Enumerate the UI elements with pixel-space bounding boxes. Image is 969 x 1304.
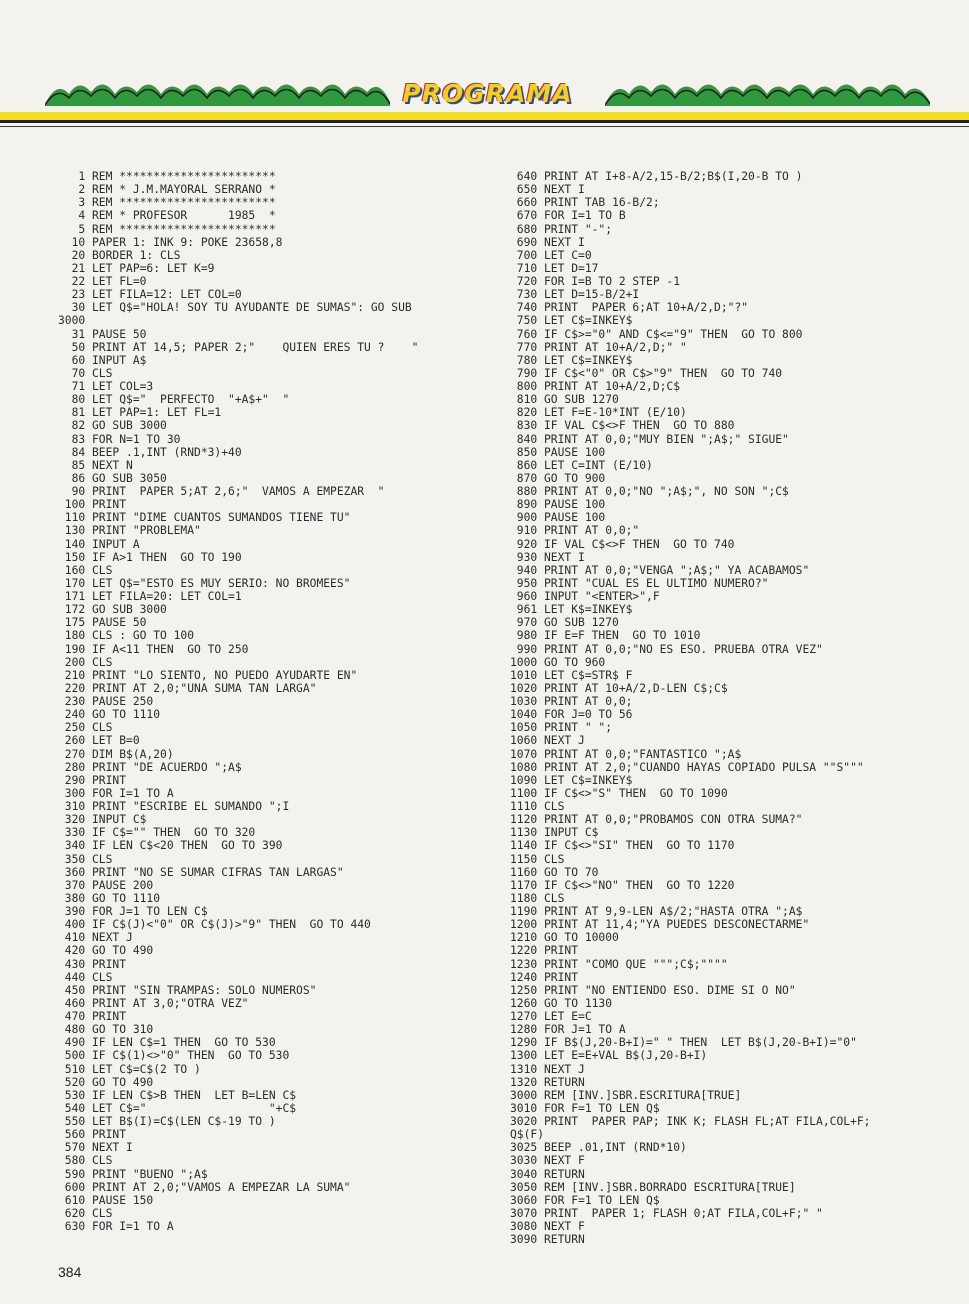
- listing-right-column: [510, 170, 955, 1246]
- code-line: 171 LET FILA=20: LET COL=1: [58, 590, 242, 603]
- code-line: 1060 NEXT J: [510, 734, 585, 748]
- code-line: 3 REM ***********************: [58, 196, 276, 210]
- code-line: 650 NEXT I: [510, 183, 585, 197]
- code-line: 1190 PRINT AT 9,9-LEN A$/2;"HASTA OTRA ";A$: [510, 905, 803, 918]
- code-line: 3020 PRINT PAPER PAP; INK K; FLASH FL;AT FILA,COL+F;: [510, 1115, 871, 1128]
- code-line: 90 PRINT PAPER 5;AT 2,6;" VAMOS A EMPEZAR ": [58, 485, 385, 498]
- code-line: 961 LET K$=INKEY$: [510, 603, 633, 617]
- code-line: 175 PAUSE 50: [58, 616, 147, 630]
- code-line: 900 PAUSE 100: [510, 511, 606, 525]
- code-line: 1280 FOR J=1 TO A: [510, 1023, 626, 1037]
- code-line: 1260 GO TO 1130: [510, 996, 613, 1010]
- code-line: 80 LET Q$=" PERFECTO "+A$+" ": [58, 393, 290, 407]
- code-line: 850 PAUSE 100: [510, 445, 606, 459]
- code-line: 810 GO SUB 1270: [510, 393, 619, 407]
- code-line: 21 LET PAP=6: LET K=9: [58, 261, 215, 275]
- code-line: 83 FOR N=1 TO 30: [58, 432, 181, 446]
- code-line: 870 GO TO 900: [510, 471, 606, 485]
- code-line: 540 LET C$=" "+C$: [58, 1101, 297, 1115]
- code-line: 1180 CLS: [510, 891, 565, 905]
- code-line: 370 PAUSE 200: [58, 878, 154, 892]
- code-line: 3050 REM [INV.]SBR.BORRADO ESCRITURA[TRUE]: [510, 1180, 796, 1194]
- code-line: 1070 PRINT AT 0,0;"FANTASTICO ";A$: [510, 747, 742, 761]
- header-rule-black: [0, 120, 969, 123]
- code-line: 430 PRINT: [58, 957, 127, 971]
- code-line: 81 LET PAP=1: LET FL=1: [58, 406, 222, 420]
- code-line: 1010 LET C$=STR$ F: [510, 668, 633, 682]
- code-line: 600 PRINT AT 2,0;"VAMOS A EMPEZAR LA SUMA": [58, 1180, 351, 1194]
- code-line: 380 GO TO 1110: [58, 891, 161, 905]
- code-line: 1160 GO TO 70: [510, 865, 599, 879]
- code-line: 990 PRINT AT 0,0;"NO ES ESO. PRUEBA OTRA VEZ": [510, 642, 823, 656]
- code-line: 1080 PRINT AT 2,0;"CUANDO HAYAS COPIADO PULSA ""S""": [510, 760, 864, 774]
- code-line: 1200 PRINT AT 11,4;"YA PUEDES DESCONECTARME": [510, 918, 810, 932]
- code-line: 490 IF LEN C$=1 THEN GO TO 530: [58, 1036, 276, 1050]
- code-line: 620 CLS: [58, 1206, 113, 1220]
- code-line: 230 PAUSE 250: [58, 695, 154, 708]
- code-line: 410 NEXT J: [58, 931, 133, 945]
- page-number: 384: [58, 1264, 82, 1280]
- code-line: 3025 BEEP .01,INT (RND*10): [510, 1141, 687, 1155]
- code-line: 710 LET D=17: [510, 261, 599, 275]
- code-line: 330 IF C$="" THEN GO TO 320: [58, 826, 256, 840]
- code-line: 3000 REM [INV.]SBR.ESCRITURA[TRUE]: [510, 1088, 742, 1102]
- listing-left-column: [58, 170, 498, 1233]
- code-line: 270 DIM B$(A,20): [58, 747, 174, 761]
- code-line: 130 PRINT "PROBLEMA": [58, 524, 201, 538]
- code-line: 1240 PRINT: [510, 970, 579, 984]
- code-line: 1020 PRINT AT 10+A/2,D-LEN C$;C$: [510, 681, 728, 695]
- code-line: 460 PRINT AT 3,0;"OTRA VEZ": [58, 996, 249, 1010]
- code-line: 3010 FOR F=1 TO LEN Q$: [510, 1101, 660, 1115]
- code-line: 140 INPUT A: [58, 537, 140, 551]
- code-line: 910 PRINT AT 0,0;": [510, 524, 640, 538]
- code-line: 22 LET FL=0: [58, 275, 147, 288]
- code-line: 760 IF C$>="0" AND C$<="9" THEN GO TO 800: [510, 327, 803, 341]
- code-line: 1300 LET E=E+VAL B$(J,20-B+I): [510, 1049, 708, 1063]
- code-line: 3080 NEXT F: [510, 1220, 585, 1233]
- code-line: 85 NEXT N: [58, 458, 133, 472]
- code-line: 680 PRINT "-";: [510, 222, 613, 236]
- code-line: 570 NEXT I: [58, 1141, 133, 1155]
- code-line: 690 NEXT I: [510, 235, 585, 249]
- code-line: 670 FOR I=1 TO B: [510, 209, 626, 223]
- code-line: 820 LET F=E-10*INT (E/10): [510, 406, 687, 420]
- code-line: 1250 PRINT "NO ENTIENDO ESO. DIME SI O NO": [510, 983, 796, 997]
- code-line: 630 FOR I=1 TO A: [58, 1220, 174, 1233]
- code-line: 730 LET D=15-B/2+I: [510, 288, 640, 302]
- code-line: 10 PAPER 1: INK 9: POKE 23658,8: [58, 235, 283, 249]
- code-line: 5 REM ***********************: [58, 222, 276, 236]
- code-line: 1030 PRINT AT 0,0;: [510, 695, 633, 708]
- code-line: 590 PRINT "BUENO ";A$: [58, 1167, 208, 1181]
- code-line: 390 FOR J=1 TO LEN C$: [58, 905, 208, 918]
- code-line: 71 LET COL=3: [58, 380, 154, 393]
- code-line: 82 GO SUB 3000: [58, 419, 167, 433]
- code-line: 450 PRINT "SIN TRAMPAS: SOLO NUMEROS": [58, 983, 317, 997]
- code-line: 1170 IF C$<>"NO" THEN GO TO 1220: [510, 878, 735, 892]
- code-line: 610 PAUSE 150: [58, 1193, 154, 1207]
- code-line: 550 LET B$(I)=C$(LEN C$-19 TO ): [58, 1115, 276, 1128]
- code-line: 30 LET Q$="HOLA! SOY TU AYUDANTE DE SUMAS": GO SUB: [58, 301, 412, 315]
- code-line: 640 PRINT AT I+8-A/2,15-B/2;B$(I,20-B TO ): [510, 170, 803, 183]
- code-line: 1000 GO TO 960: [510, 655, 606, 669]
- code-line: 4 REM * PROFESOR 1985 *: [58, 209, 276, 223]
- code-line: 560 PRINT: [58, 1128, 127, 1142]
- code-line: 50 PRINT AT 14,5; PAPER 2;" QUIEN ERES TU ? ": [58, 340, 419, 354]
- header-title-box: [395, 78, 580, 110]
- code-line: 3070 PRINT PAPER 1; FLASH 0;AT FILA,COL+F;" ": [510, 1206, 823, 1220]
- code-line: 530 IF LEN C$>B THEN LET B=LEN C$: [58, 1088, 297, 1102]
- code-line: 1290 IF B$(J,20-B+I)=" " THEN LET B$(J,20-B+I)="0": [510, 1036, 857, 1050]
- code-line: 510 LET C$=C$(2 TO ): [58, 1062, 201, 1076]
- code-line: 20 BORDER 1: CLS: [58, 248, 181, 262]
- code-line: 740 PRINT PAPER 6;AT 10+A/2,D;"?": [510, 301, 749, 315]
- code-line: 200 CLS: [58, 655, 113, 669]
- code-line: 2 REM * J.M.MAYORAL SERRANO *: [58, 183, 276, 197]
- code-line: 700 LET C=0: [510, 248, 592, 262]
- code-line: 320 INPUT C$: [58, 813, 147, 827]
- code-line: 240 GO TO 1110: [58, 708, 161, 722]
- code-line: 250 CLS: [58, 721, 113, 735]
- code-line: 1050 PRINT " ";: [510, 721, 613, 735]
- code-line: 170 LET Q$="ESTO ES MUY SERIO: NO BROMEES": [58, 576, 351, 590]
- code-line: 770 PRINT AT 10+A/2,D;" ": [510, 340, 687, 354]
- code-line: 3030 NEXT F: [510, 1154, 585, 1168]
- code-line: 950 PRINT "CUAL ES EL ULTIMO NUMERO?": [510, 576, 769, 590]
- code-line: 300 FOR I=1 TO A: [58, 786, 174, 800]
- code-line: 1220 PRINT: [510, 944, 579, 958]
- code-line: 210 PRINT "LO SIENTO, NO PUEDO AYUDARTE EN": [58, 668, 358, 682]
- code-line: 110 PRINT "DIME CUANTOS SUMANDOS TIENE TU": [58, 511, 351, 525]
- code-line: Q$(F): [510, 1128, 545, 1142]
- code-line: 100 PRINT: [58, 498, 127, 512]
- code-line: 860 LET C=INT (E/10): [510, 458, 653, 472]
- code-line: 1100 IF C$<>"S" THEN GO TO 1090: [510, 786, 728, 800]
- code-line: 190 IF A<11 THEN GO TO 250: [58, 642, 249, 656]
- code-line: 1110 CLS: [510, 800, 565, 813]
- code-line: 1320 RETURN: [510, 1075, 585, 1089]
- code-line: 790 IF C$<"0" OR C$>"9" THEN GO TO 740: [510, 366, 783, 380]
- code-line: 1120 PRINT AT 0,0;"PROBAMOS CON OTRA SUMA?": [510, 813, 803, 827]
- code-line: 980 IF E=F THEN GO TO 1010: [510, 629, 701, 643]
- code-line: 440 CLS: [58, 970, 113, 984]
- code-line: 1210 GO TO 10000: [510, 931, 619, 945]
- code-line: 400 IF C$(J)<"0" OR C$(J)>"9" THEN GO TO 440: [58, 918, 371, 932]
- code-line: 1130 INPUT C$: [510, 826, 599, 840]
- code-line: 1150 CLS: [510, 852, 565, 866]
- code-line: 840 PRINT AT 0,0;"MUY BIEN ";A$;" SIGUE": [510, 432, 789, 446]
- code-line: 70 CLS: [58, 366, 113, 380]
- code-line: 470 PRINT: [58, 1010, 127, 1023]
- code-line: 1310 NEXT J: [510, 1062, 585, 1076]
- code-line: 660 PRINT TAB 16-B/2;: [510, 196, 660, 210]
- code-line: 960 INPUT "<ENTER>",F: [510, 590, 660, 603]
- code-line: 1270 LET E=C: [510, 1010, 592, 1023]
- code-line: 150 IF A>1 THEN GO TO 190: [58, 550, 242, 564]
- code-line: 880 PRINT AT 0,0;"NO ";A$;", NO SON ";C$: [510, 485, 789, 498]
- header-title: PROGRAMA: [402, 79, 573, 108]
- page-header: [0, 0, 969, 135]
- code-line: 890 PAUSE 100: [510, 498, 606, 512]
- code-line: 1230 PRINT "COMO QUE """;C$;"""": [510, 957, 728, 971]
- code-line: 350 CLS: [58, 852, 113, 866]
- code-line: 3060 FOR F=1 TO LEN Q$: [510, 1193, 660, 1207]
- decorative-wave-left: [45, 76, 390, 106]
- code-line: 1040 FOR J=0 TO 56: [510, 708, 633, 722]
- code-line: 3000: [58, 314, 86, 328]
- header-rule-thin: [0, 126, 969, 127]
- code-line: 1140 IF C$<>"SI" THEN GO TO 1170: [510, 839, 735, 853]
- code-line: 180 CLS : GO TO 100: [58, 629, 195, 643]
- code-line: 340 IF LEN C$<20 THEN GO TO 390: [58, 839, 283, 853]
- code-line: 1 REM ***********************: [58, 170, 276, 183]
- code-line: 290 PRINT: [58, 773, 127, 787]
- code-line: 220 PRINT AT 2,0;"UNA SUMA TAN LARGA": [58, 681, 317, 695]
- code-line: 86 GO SUB 3050: [58, 471, 167, 485]
- code-line: 970 GO SUB 1270: [510, 616, 619, 630]
- code-line: 3090 RETURN: [510, 1233, 585, 1247]
- code-line: 60 INPUT A$: [58, 353, 147, 367]
- code-line: 310 PRINT "ESCRIBE EL SUMANDO ";I: [58, 800, 290, 813]
- code-line: 940 PRINT AT 0,0;"VENGA ";A$;" YA ACABAMOS": [510, 563, 810, 577]
- code-line: 580 CLS: [58, 1154, 113, 1168]
- code-line: 750 LET C$=INKEY$: [510, 314, 633, 328]
- code-line: 160 CLS: [58, 563, 113, 577]
- code-line: 172 GO SUB 3000: [58, 603, 167, 617]
- code-line: 1090 LET C$=INKEY$: [510, 773, 633, 787]
- code-line: 720 FOR I=B TO 2 STEP -1: [510, 275, 681, 288]
- code-line: 280 PRINT "DE ACUERDO ";A$: [58, 760, 242, 774]
- code-line: 23 LET FILA=12: LET COL=0: [58, 288, 242, 302]
- code-line: 920 IF VAL C$<>F THEN GO TO 740: [510, 537, 735, 551]
- code-line: 500 IF C$(1)<>"0" THEN GO TO 530: [58, 1049, 290, 1063]
- code-line: 31 PAUSE 50: [58, 327, 147, 341]
- code-line: 420 GO TO 490: [58, 944, 154, 958]
- decorative-wave-right: [605, 76, 930, 106]
- code-line: 930 NEXT I: [510, 550, 585, 564]
- code-line: 480 GO TO 310: [58, 1023, 154, 1037]
- code-line: 84 BEEP .1,INT (RND*3)+40: [58, 445, 242, 459]
- code-line: 780 LET C$=INKEY$: [510, 353, 633, 367]
- code-line: 800 PRINT AT 10+A/2,D;C$: [510, 380, 681, 393]
- header-rule-yellow: [0, 112, 969, 120]
- code-line: 830 IF VAL C$<>F THEN GO TO 880: [510, 419, 735, 433]
- code-line: 360 PRINT "NO SE SUMAR CIFRAS TAN LARGAS": [58, 865, 344, 879]
- code-line: 3040 RETURN: [510, 1167, 585, 1181]
- code-line: 260 LET B=0: [58, 734, 140, 748]
- code-line: 520 GO TO 490: [58, 1075, 154, 1089]
